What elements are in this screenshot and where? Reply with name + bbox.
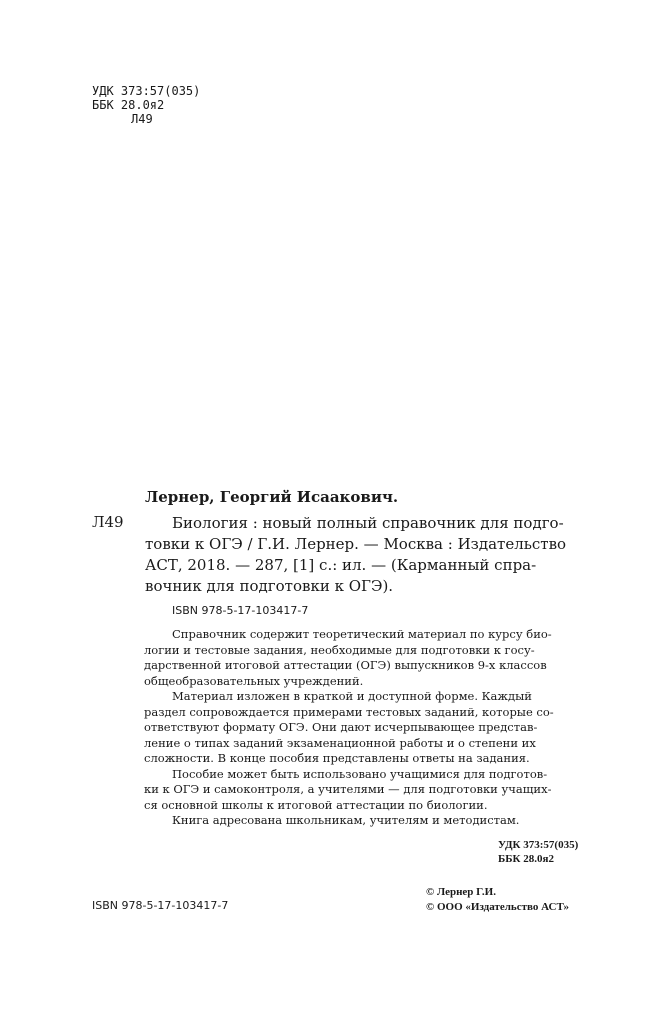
abstract — [144, 627, 600, 829]
abstract-line: общеобразовательных учреждений. — [144, 673, 364, 688]
abstract-line: логии и тестовые задания, необходимые для подготовки к госу- — [144, 642, 535, 657]
abstract-line: ки к ОГЭ и самоконтроля, а учителями — для подготовки учащих- — [144, 782, 552, 796]
classification-block — [92, 84, 200, 126]
footer-classification — [498, 838, 578, 866]
abstract-line: ление о типах заданий экзаменационной работы и о степени их — [144, 735, 536, 750]
abstract-line: ответствуют формату ОГЭ. Они дают исчерпывающее представ- — [144, 720, 538, 734]
catalog-author-mark: Л49 — [92, 513, 124, 531]
catalog-author: Лернер, Георгий Исаакович. — [145, 488, 399, 506]
footer-udk: УДК 373:57(035) — [498, 839, 579, 851]
bbk-code: ББК 28.0я2 — [92, 98, 165, 112]
catalog-line: вочник для подготовки к ОГЭ). — [145, 577, 394, 595]
abstract-line: Пособие может быть использовано учащимися для подготов- — [172, 766, 548, 781]
catalog-line: товки к ОГЭ / Г.И. Лернер. — Москва : Издательство — [145, 535, 567, 553]
abstract-line: Материал изложен в краткой и доступной форме. Каждый — [172, 689, 532, 703]
copyright-author: © Лернер Г.И. — [426, 886, 496, 898]
footer-isbn: ISBN 978-5-17-103417-7 — [92, 899, 229, 912]
catalog-description — [145, 513, 600, 597]
footer-bbk: ББК 28.0я2 — [498, 853, 554, 865]
catalog-line: АСТ, 2018. — 287, [1] с.: ил. — (Карманный спра- — [145, 556, 537, 574]
abstract-line: раздел сопровождается примерами тестовых заданий, которые со- — [144, 704, 554, 719]
abstract-line: ся основной школы к итоговой аттестации по биологии. — [144, 797, 488, 812]
abstract-line: сложности. В конце пособия представлены ответы на задания. — [144, 751, 530, 765]
copyright-publisher: © ООО «Издательство АСТ» — [426, 901, 570, 913]
catalog-isbn: ISBN 978-5-17-103417-7 — [172, 604, 309, 617]
abstract-line: дарственной итоговой аттестации (ОГЭ) выпускников 9-х классов — [144, 658, 547, 672]
author-mark: Л49 — [131, 112, 153, 126]
copyright-block — [426, 885, 569, 915]
abstract-line: Книга адресована школьникам, учителям и методистам. — [172, 813, 520, 827]
udk-code: УДК 373:57(035) — [92, 84, 201, 98]
abstract-line: Справочник содержит теоретический материал по курсу био- — [172, 627, 552, 641]
catalog-line: Биология : новый полный справочник для подго- — [172, 514, 564, 532]
